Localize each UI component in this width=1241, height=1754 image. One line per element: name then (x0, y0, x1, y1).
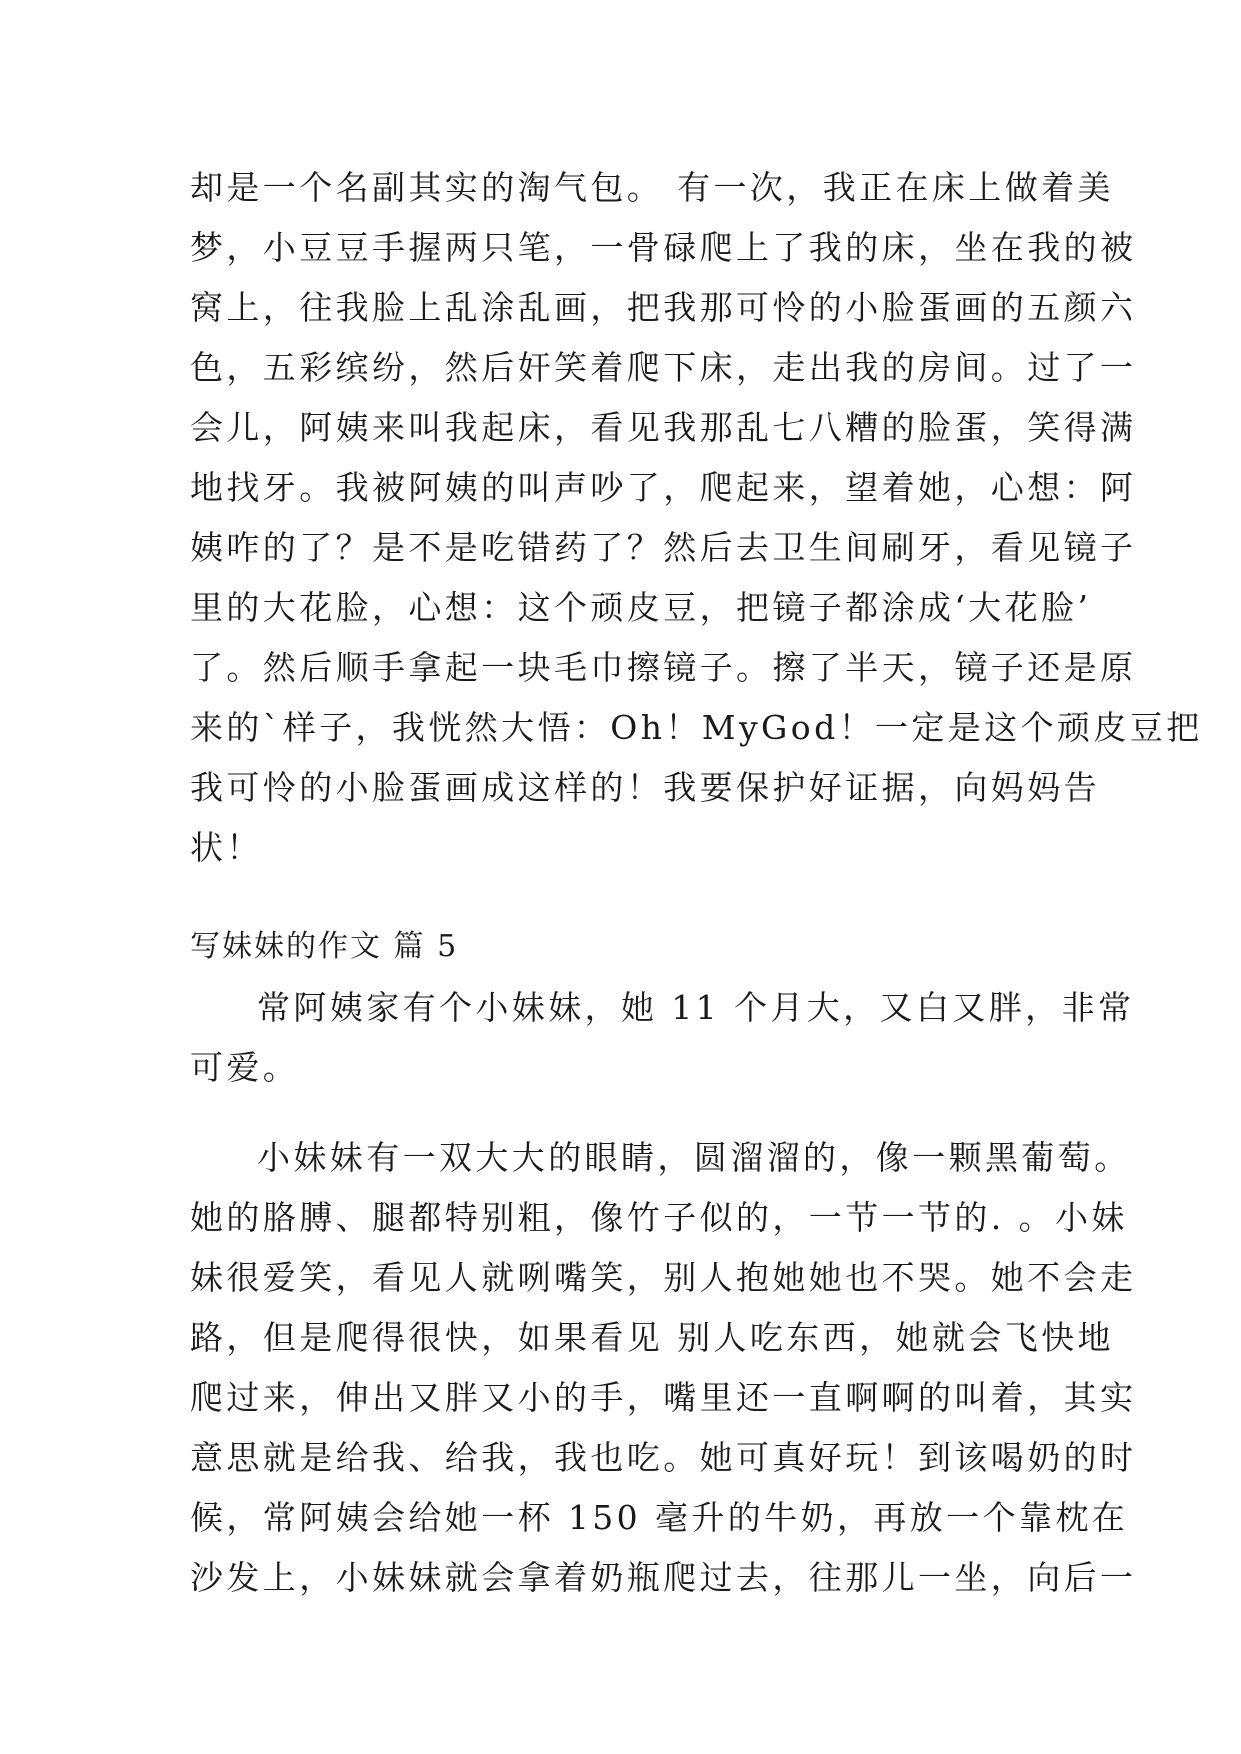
text-line: 窝上，往我脸上乱涂乱画，把我那可怜的小脸蛋画的五颜六 (190, 288, 1137, 327)
text-line: 爬过来，伸出又胖又小的手，嘴里还一直啊啊的叫着，其实 (190, 1378, 1137, 1417)
text-line: 会儿，阿姨来叫我起床，看见我那乱七八糟的脸蛋，笑得满 (190, 408, 1137, 447)
text-line: 了。然后顺手拿起一块毛巾擦镜子。擦了半天，镜子还是原 (190, 648, 1137, 687)
text-line: 里的大花脸，心想：这个顽皮豆，把镜子都涂成‘大花脸’ (190, 588, 1092, 627)
text-line: 来的`样子，我恍然大悟：Oh！MyGod！一定是这个顽皮豆把 (190, 708, 1203, 747)
text-line: 状！ (190, 828, 263, 867)
text-line: 候，常阿姨会给她一杯 150 毫升的牛奶，再放一个靠枕在 (190, 1498, 1129, 1537)
text-line: 却是一个名副其实的淘气包。 有一次，我正在床上做着美 (190, 168, 1114, 207)
text-line: 可爱。 (190, 1048, 300, 1087)
text-line: 路，但是爬得很快，如果看见 别人吃东西，她就会飞快地 (190, 1318, 1114, 1357)
text-line: 地找牙。我被阿姨的叫声吵了，爬起来，望着她，心想：阿 (190, 468, 1137, 507)
text-line: 意思就是给我、给我，我也吃。她可真好玩！到该喝奶的时 (190, 1438, 1137, 1477)
text-line: 常阿姨家有个小妹妹，她 11 个月大，又白又胖，非常 (257, 988, 1135, 1027)
text-line: 小妹妹有一双大大的眼睛，圆溜溜的，像一颗黑葡萄。 (257, 1138, 1131, 1177)
text-line: 我可怜的小脸蛋画成这样的！我要保护好证据，向妈妈告 (190, 768, 1100, 807)
text-line: 沙发上，小妹妹就会拿着奶瓶爬过去，往那儿一坐，向后一 (190, 1558, 1137, 1597)
section-heading: 写妹妹的作文 篇 5 (190, 929, 459, 964)
text-line: 姨咋的了？是不是吃错药了？然后去卫生间刷牙，看见镜子 (190, 528, 1137, 567)
text-line: 梦，小豆豆手握两只笔，一骨碌爬上了我的床，坐在我的被 (190, 228, 1137, 267)
text-line: 妹很爱笑，看见人就咧嘴笑，别人抱她她也不哭。她不会走 (190, 1258, 1137, 1297)
text-line: 色，五彩缤纷，然后奸笑着爬下床，走出我的房间。过了一 (190, 348, 1137, 387)
text-line: 她的胳膊、腿都特别粗，像竹子似的，一节一节的. 。小妹 (190, 1198, 1128, 1237)
